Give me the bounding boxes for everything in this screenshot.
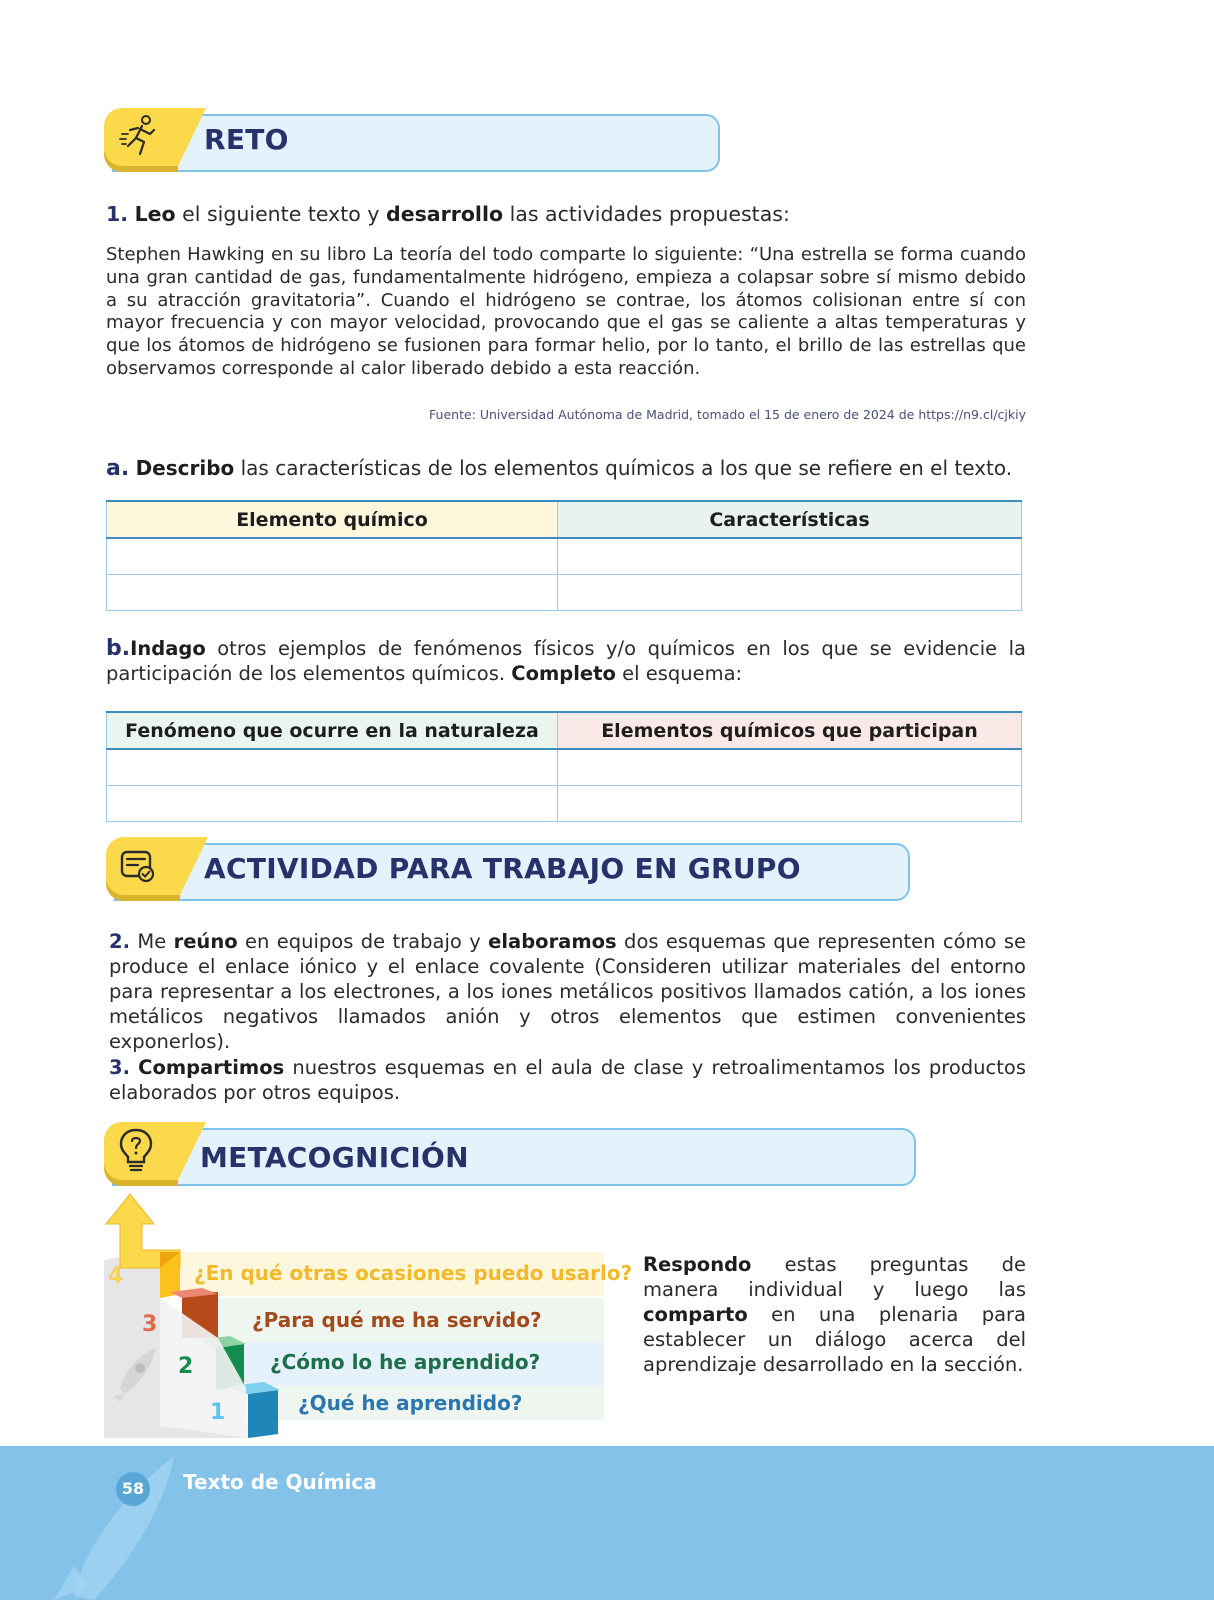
question-3-text: nuestros esquemas en el aula de clase y retroalimentamos los productos elaborados por otros equipos. [109, 1056, 1026, 1104]
question-2-number: 2. [109, 930, 130, 953]
table-cell-input[interactable] [107, 575, 558, 611]
table-cell-input[interactable] [558, 786, 1022, 822]
question-2-text-b: dos esquemas que representen cómo se produce el enlace iónico y el enlace covalente (Consideren utilizar materiales del entorno para representar a los electrones, a los iones metálicos positivos llamados catión, a los iones metálicos negativos llamados anión y otros elementos que estimen convenientes exponerlos). [109, 930, 1027, 1053]
meta-verb-comparto: comparto [643, 1303, 748, 1326]
col-fenomeno: Fenómeno que ocurre en la naturaleza [107, 712, 558, 749]
question-b-verb-indago: Indago [130, 637, 206, 660]
page-number: 58 [121, 1479, 145, 1498]
col-elemento-quimico: Elemento químico [107, 501, 558, 538]
question-3-verb-compartimos: Compartimos [138, 1056, 285, 1079]
table-row [107, 749, 1022, 786]
question-b [106, 636, 1026, 686]
meta-instructions [643, 1252, 1026, 1377]
question-1-verb-leo: Leo [134, 202, 176, 226]
question-b-text-b: el esquema: [615, 662, 743, 685]
step-question-3: ¿Para qué me ha servido? [252, 1308, 542, 1332]
question-3-number: 3. [109, 1056, 130, 1079]
table-row [107, 538, 1022, 575]
col-elementos-participan: Elementos químicos que participan [558, 712, 1022, 749]
meta-verb-respondo: Respondo [643, 1253, 752, 1276]
question-1-number: 1. [106, 202, 129, 226]
elements-table-header [107, 501, 1022, 538]
table-cell-input[interactable] [558, 575, 1022, 611]
question-1-text-b: las actividades propuestas: [503, 202, 790, 226]
table-cell-input[interactable] [107, 786, 558, 822]
question-a-verb: Describo [135, 456, 235, 480]
question-1-verb-desarrollo: desarrollo [386, 202, 504, 226]
col-caracteristicas: Características [558, 501, 1022, 538]
question-2 [109, 929, 1026, 1054]
checklist-icon [118, 846, 158, 886]
reto-title: RETO [204, 123, 289, 156]
grupo-title: ACTIVIDAD PARA TRABAJO EN GRUPO [204, 852, 801, 885]
step-number-1: 1 [210, 1400, 226, 1425]
passage-source: Fuente: Universidad Autónoma de Madrid, tomado el 15 de enero de 2024 de https://n9.cl/cjkiy [429, 407, 1026, 422]
table-cell-input[interactable] [107, 538, 558, 575]
question-1-text-a: el siguiente texto y [175, 202, 387, 226]
table-row [107, 575, 1022, 611]
question-b-verb-completo: Completo [511, 662, 616, 685]
question-2-text-a: en equipos de trabajo y [237, 930, 489, 953]
question-a-text: las características de los elementos químicos a los que se refiere en el texto. [234, 456, 1013, 480]
table-row [107, 786, 1022, 822]
lightbulb-question-icon [116, 1126, 156, 1174]
phenomena-table-header [107, 712, 1022, 749]
meta-text-b: en una plenaria para establecer un diálogo acerca del aprendizaje desarrollado en la sección. [643, 1303, 1026, 1376]
elements-table [106, 500, 1022, 611]
meta-text-a: estas preguntas de manera individual y luego las [643, 1253, 1026, 1301]
step-question-1: ¿Qué he aprendido? [298, 1391, 523, 1415]
table-cell-input[interactable] [558, 538, 1022, 575]
step-number-3: 3 [142, 1312, 158, 1337]
phenomena-table [106, 711, 1022, 822]
question-2-verb-elaboramos: elaboramos [488, 930, 617, 953]
rocket-icon [44, 1446, 184, 1600]
hawking-passage: Stephen Hawking en su libro La teoría del todo comparte lo siguiente: “Una estrella se forma cuando una gran cantidad de gas, fundamentalmente hidrógeno, empieza a colapsar sobre sí mismo debido a su atracción gravitatoria”. Cuando el hidrógeno se contrae, los átomos colisionan entre sí con mayor frecuencia y con mayor velocidad, provocando que el gas se caliente a altas temperaturas y que los átomos de hidrógeno se fusionen para formar helio, por lo tanto, el brillo de las estrellas que observamos corresponde al calor liberado debido a esta reacción. [106, 244, 1026, 379]
question-3 [109, 1055, 1026, 1105]
meta-title: METACOGNICIÓN [200, 1141, 469, 1174]
book-title: Texto de Química [183, 1470, 377, 1494]
step-question-2: ¿Cómo lo he aprendido? [270, 1350, 541, 1374]
step-number-4: 4 [108, 1264, 124, 1289]
question-1 [106, 202, 1026, 227]
table-cell-input[interactable] [107, 749, 558, 786]
question-b-text-a: otros ejemplos de fenómenos físicos y/o químicos en los que se evidencie la participación de los elementos químicos. [106, 637, 1026, 685]
question-2-verb-reuno: reúno [173, 930, 238, 953]
question-a-letter: a. [106, 456, 130, 481]
step-question-4: ¿En qué otras ocasiones puedo usarlo? [194, 1261, 633, 1285]
question-2-text-0: Me [129, 930, 174, 953]
question-b-letter: b. [106, 636, 131, 661]
table-cell-input[interactable] [558, 749, 1022, 786]
running-person-icon [118, 112, 162, 160]
step-number-2: 2 [178, 1354, 194, 1379]
question-a [106, 456, 1026, 481]
